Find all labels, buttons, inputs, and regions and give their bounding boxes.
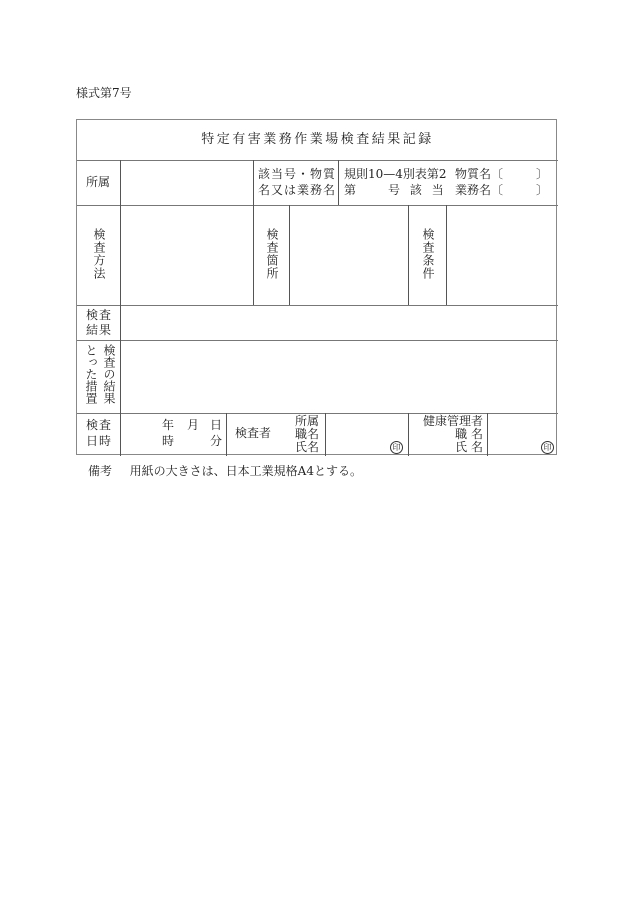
- rule-item-prefix: 第: [344, 183, 357, 197]
- substance-bracket-close: 〕: [536, 167, 549, 181]
- day-label: 日: [210, 418, 223, 432]
- inspector-label: 検査者: [235, 426, 272, 440]
- datetime-label-line1: 検査: [86, 418, 113, 432]
- health-manager-name-label: 氏 名: [455, 440, 483, 454]
- measures-label-col2: とった措置: [84, 344, 98, 404]
- divider: [338, 160, 339, 205]
- divider: [325, 413, 326, 456]
- inspection-method-label: 検査方法: [92, 228, 106, 280]
- result-label-line1: 検査: [86, 308, 113, 322]
- remarks-text: 用紙の大きさは、日本工業規格A4とする。: [129, 464, 362, 478]
- inspector-title-label: 職名: [295, 427, 320, 441]
- inspection-location-field[interactable]: [293, 209, 405, 301]
- form-title: 特定有害業務作業場検査結果記録: [201, 132, 434, 147]
- divider: [77, 340, 558, 341]
- divider: [408, 205, 409, 305]
- seal-mark-icon: 印: [541, 441, 554, 454]
- health-manager-title-label: 職 名: [455, 427, 483, 441]
- divider: [289, 205, 290, 305]
- result-field[interactable]: [125, 309, 553, 337]
- remarks: [88, 462, 362, 479]
- divider: [446, 205, 447, 305]
- rule-item-suffix: 号 該 当: [388, 183, 447, 197]
- month-label: 月: [187, 418, 200, 432]
- business-name-label: 業務名〔: [455, 183, 504, 197]
- hour-label: 時: [162, 434, 175, 448]
- year-label: 年: [162, 418, 175, 432]
- divider: [487, 413, 488, 456]
- inspection-method-field[interactable]: [125, 209, 250, 301]
- divider: [77, 305, 558, 306]
- affiliation-field[interactable]: [125, 164, 250, 202]
- inspector-affiliation-label: 所属: [295, 414, 320, 428]
- minute-label: 分: [210, 434, 223, 448]
- divider: [253, 160, 254, 305]
- form-number: 様式第7号: [76, 86, 132, 100]
- datetime-label-line2: 日時: [86, 434, 113, 448]
- inspection-record-form: [76, 119, 557, 455]
- business-bracket-close: 〕: [536, 183, 549, 197]
- inspector-name-label: 氏名: [295, 440, 320, 454]
- inspection-location-label: 検査箇所: [265, 228, 279, 280]
- affiliation-label: 所属: [86, 175, 111, 189]
- inspection-conditions-field[interactable]: [450, 209, 554, 301]
- divider: [77, 160, 558, 161]
- inspector-field[interactable]: [330, 416, 390, 454]
- category-label-line2: 名又は業務名: [258, 183, 337, 197]
- measures-label-col1: 検査の結果: [102, 344, 116, 404]
- seal-mark-icon: 印: [390, 441, 403, 454]
- divider: [226, 413, 227, 456]
- remarks-label: 備考: [88, 464, 113, 478]
- health-manager-field[interactable]: [491, 416, 541, 454]
- measures-field[interactable]: [125, 344, 553, 410]
- inspection-conditions-label: 検査条件: [421, 228, 435, 280]
- divider: [120, 160, 121, 456]
- divider: [77, 205, 558, 206]
- substance-name-label: 物質名〔: [455, 167, 504, 181]
- result-label-line2: 結果: [86, 323, 113, 337]
- category-label-line1: 該当号・物質: [258, 167, 337, 181]
- rule-reference: 規則10—4別表第2: [344, 167, 447, 181]
- health-manager-label: 健康管理者: [422, 414, 483, 428]
